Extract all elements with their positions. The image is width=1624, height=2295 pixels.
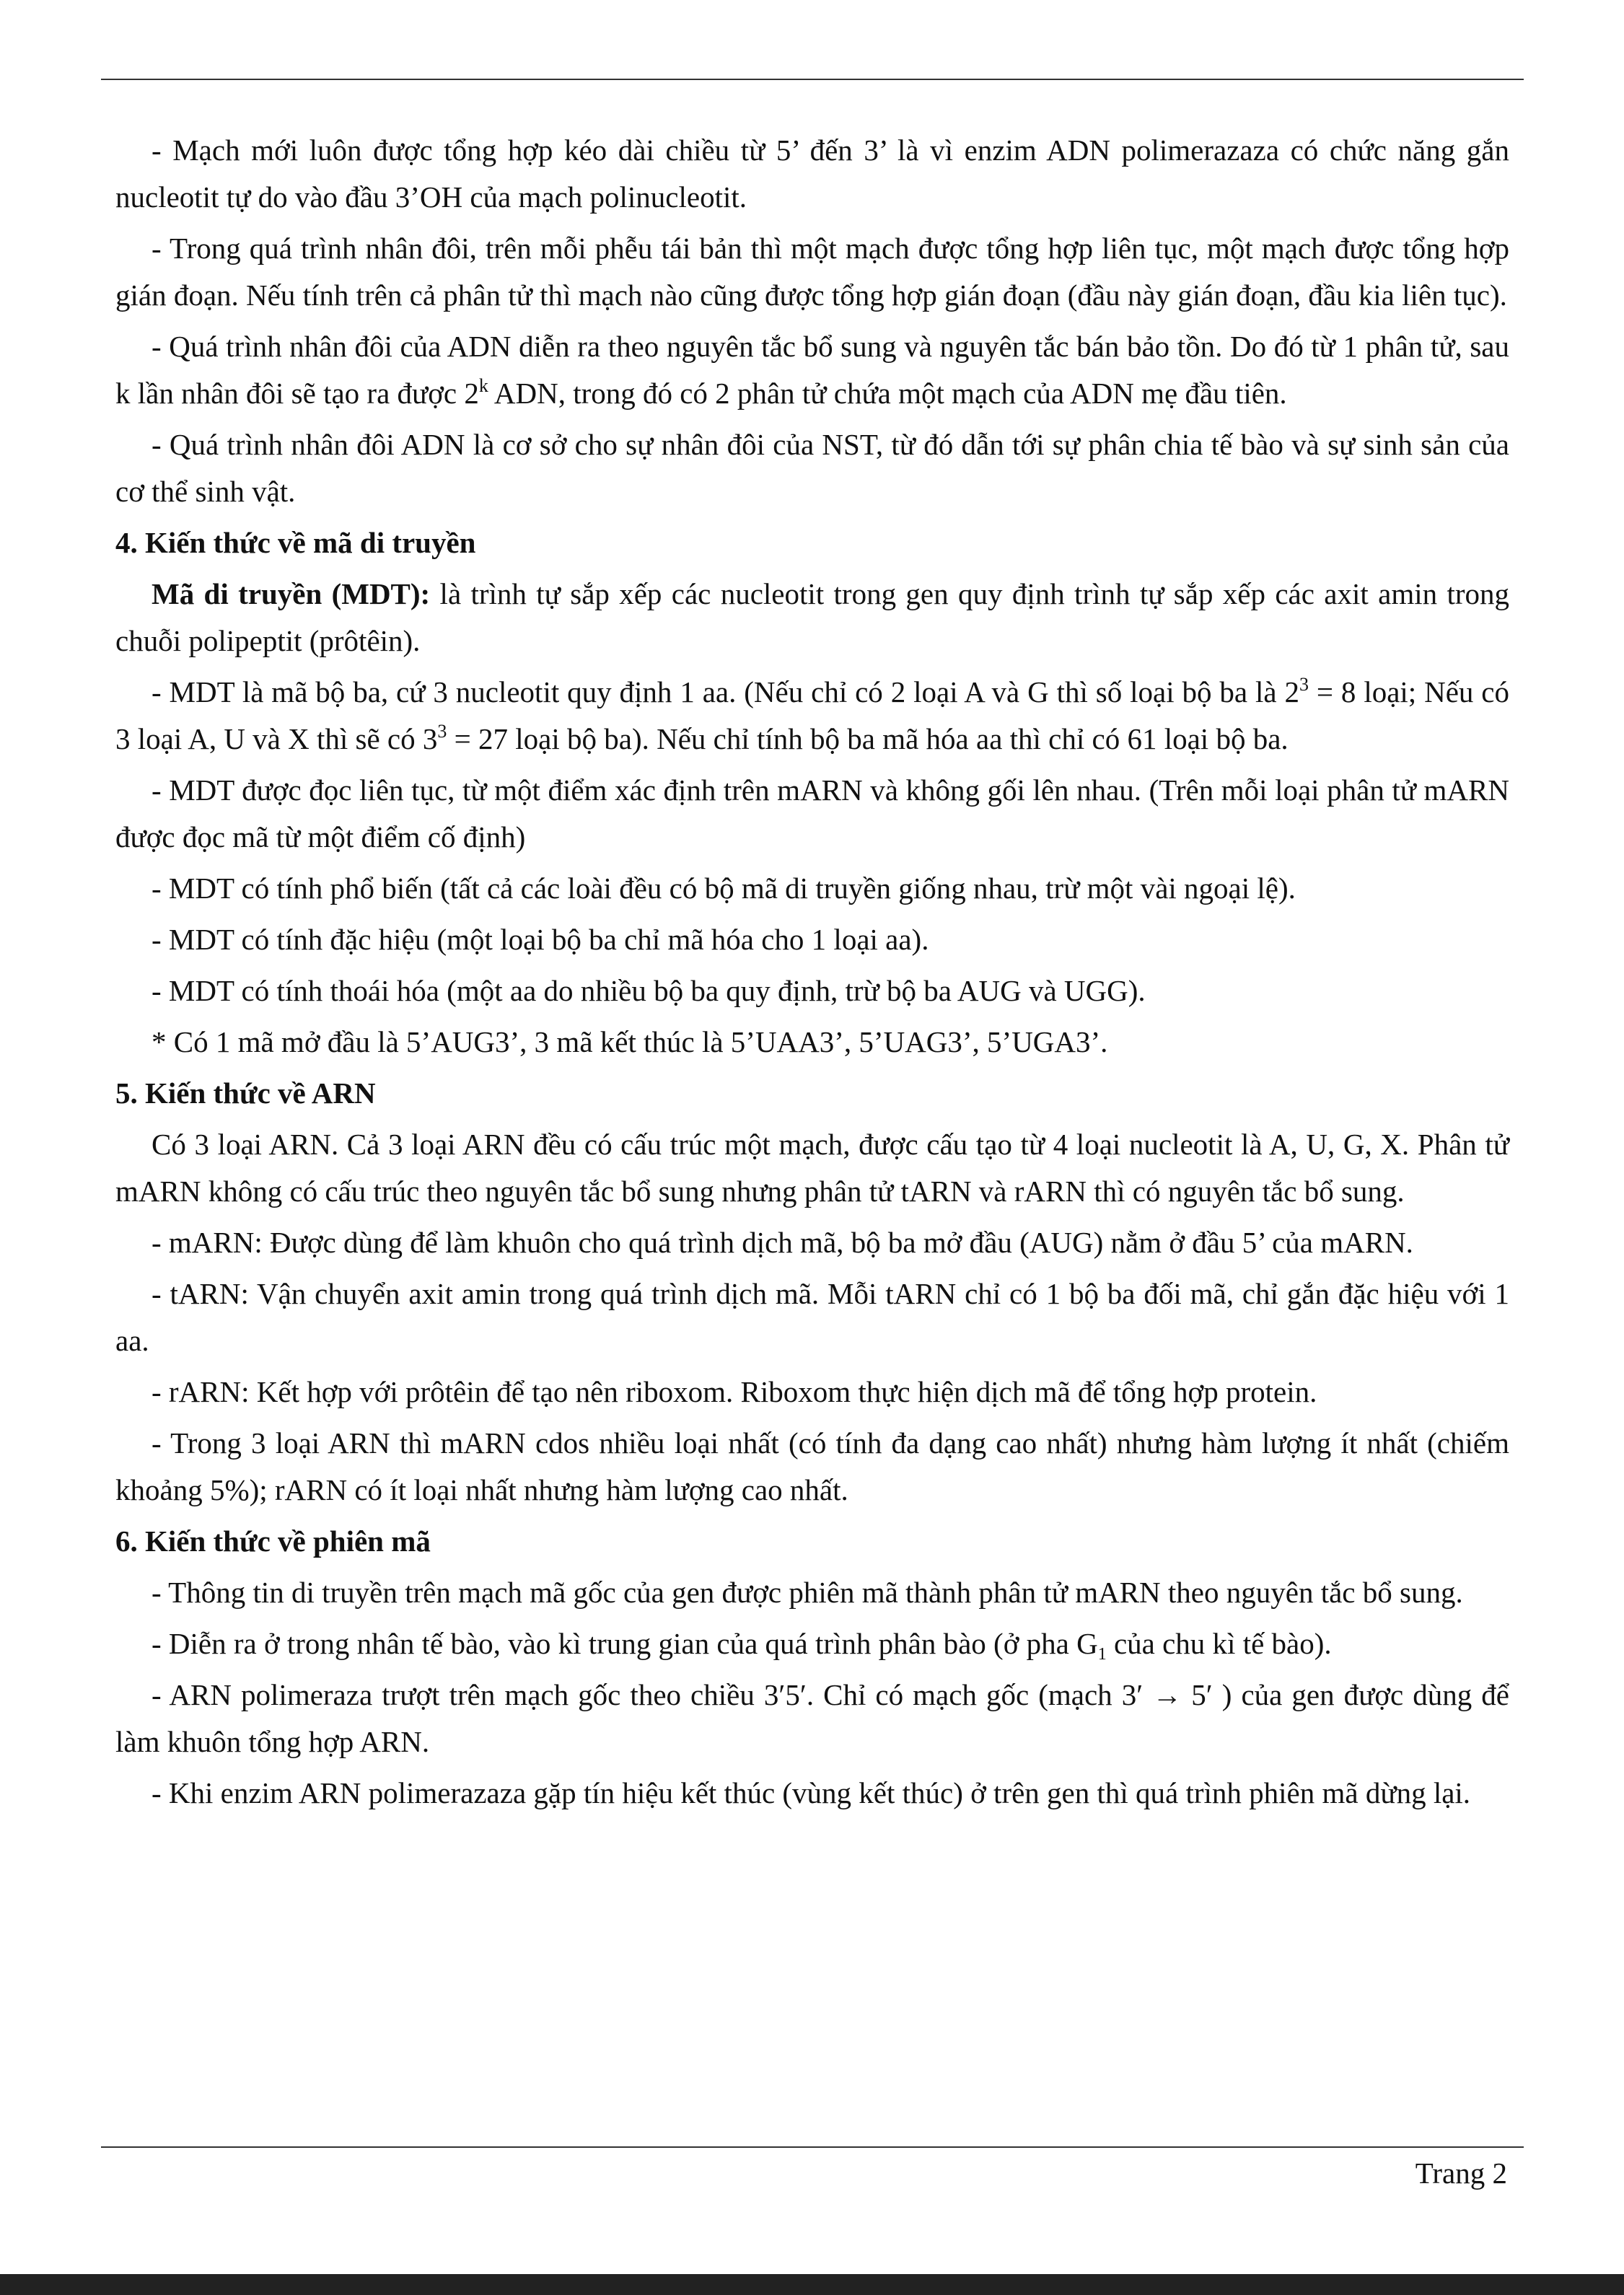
formula-result: = 27 xyxy=(447,722,509,755)
paragraph xyxy=(115,1672,1509,1765)
formula xyxy=(1076,1627,1107,1664)
paragraph: - mARN: Được dùng để làm khuôn cho quá trình dịch mã, bộ ba mở đầu (AUG) nằm ở đầu 5’ của mARN. xyxy=(152,1226,1413,1259)
bottom-band xyxy=(0,2274,1624,2295)
paragraph: - Quá trình nhân đôi ADN là cơ sở cho sự nhân đôi của NST, từ đó dẫn tới sự phân chia tế bào và sự sinh sản của cơ thể sinh vật. xyxy=(115,428,1509,508)
section-heading: 5. Kiến thức về ARN xyxy=(115,1076,376,1110)
paragraph xyxy=(115,323,1509,417)
text: - ARN polimeraza trượt trên mạch gốc theo chiều xyxy=(152,1678,764,1711)
formula-base: 2 xyxy=(1284,675,1299,708)
formula-exponent: 3 xyxy=(1299,674,1309,695)
formula xyxy=(1284,675,1356,708)
text: là trình tự sắp xếp các nucleotit trong gen quy định trình tự sắp xếp các axit amin trong chuỗi polipeptit (prôtêin). xyxy=(115,577,1509,657)
text: - Quá trình nhân đôi của ADN diễn ra theo nguyên tắc bổ sung và nguyên tắc bán bảo tồn. Do đó từ 1 phân tử, sau k lần nhân đôi sẽ tạo ra được 2 xyxy=(115,330,1509,410)
paragraph: - Trong quá trình nhân đôi, trên mỗi phễu tái bản thì một mạch được tổng hợp liên tục, một mạch được tổng hợp gián đoạn. Nếu tính trên cả phân tử thì mạch nào cũng được tổng hợp gián đoạn (đầu này gián đoạn, đầu kia liên tục). xyxy=(115,232,1509,312)
text: của chu kì tế bào). xyxy=(1106,1627,1332,1660)
paragraph: Có 3 loại ARN. Cả 3 loại ARN đều có cấu trúc một mạch, được cấu tạo từ 4 loại nucleotit là A, U, G, X. Phân tử mARN không có cấu trúc theo nguyên tắc bổ sung nhưng phân tử tARN và rARN thì có nguyên tắc bổ sung. xyxy=(115,1128,1509,1208)
paragraph: - MDT có tính đặc hiệu (một loại bộ ba chỉ mã hóa cho 1 loại aa). xyxy=(152,923,929,956)
superscript: k xyxy=(478,375,488,396)
paragraph: * Có 1 mã mở đầu là 5’AUG3’, 3 mã kết thúc là 5’UAA3’, 5’UAG3’, 5’UGA3’. xyxy=(152,1025,1108,1058)
page-number: Trang 2 xyxy=(1415,2156,1507,2190)
section-heading: 6. Kiến thức về phiên mã xyxy=(115,1524,431,1558)
paragraph: - MDT có tính thoái hóa (một aa do nhiều bộ ba quy định, trừ bộ ba AUG và UGG). xyxy=(152,974,1146,1007)
paragraph: - Thông tin di truyền trên mạch mã gốc của gen được phiên mã thành phân tử mARN theo nguyên tắc bổ sung. xyxy=(152,1576,1463,1609)
paragraph xyxy=(115,1620,1509,1667)
paragraph: - Mạch mới luôn được tổng hợp kéo dài chiều từ 5’ đến 3’ là vì enzim ADN polimerazaza có chức năng gắn nucleotit tự do vào đầu 3’OH của mạch polinucleotit. xyxy=(115,133,1509,214)
text: . Chỉ có mạch gốc (mạch xyxy=(806,1678,1122,1711)
paragraph: - MDT được đọc liên tục, từ một điểm xác định trên mARN và không gối lên nhau. (Trên mỗi loại phân tử mARN được đọc mã từ một điểm cố định) xyxy=(115,773,1509,854)
formula: 3′ → 5′ xyxy=(1121,1678,1213,1711)
formula: 3′5′ xyxy=(763,1678,807,1711)
formula-exponent: 3 xyxy=(437,721,447,742)
definition-term: Mã di truyền (MDT): xyxy=(152,577,431,610)
page-content xyxy=(115,127,1509,1821)
text: ) của gen được dùng để làm khuôn tổng hợp ARN. xyxy=(115,1678,1510,1758)
formula-subscript: 1 xyxy=(1097,1645,1107,1664)
text: ADN, trong đó có 2 phân tử chứa một mạch của ADN mẹ đầu tiên. xyxy=(488,377,1287,410)
text: loại bộ ba). Nếu chỉ tính bộ ba mã hóa aa thì chỉ có 61 loại bộ ba. xyxy=(508,722,1289,755)
formula-base: 3 xyxy=(422,722,438,755)
header-rule xyxy=(101,79,1524,80)
section-heading: 4. Kiến thức về mã di truyền xyxy=(115,526,476,559)
footer-rule xyxy=(101,2146,1524,2148)
formula-result: = 8 xyxy=(1308,675,1356,708)
paragraph: - Trong 3 loại ARN thì mARN cdos nhiều loại nhất (có tính đa dạng cao nhất) nhưng hàm lượng ít nhất (chiếm khoảng 5%); rARN có ít loại nhất nhưng hàm lượng cao nhất. xyxy=(115,1426,1509,1506)
formula xyxy=(423,722,508,755)
text: - Diễn ra ở trong nhân tế bào, vào kì trung gian của quá trình phân bào (ở pha xyxy=(152,1627,1077,1660)
formula-base: G xyxy=(1076,1627,1098,1660)
paragraph: - Khi enzim ARN polimerazaza gặp tín hiệu kết thúc (vùng kết thúc) ở trên gen thì quá trình phiên mã dừng lại. xyxy=(152,1776,1471,1809)
paragraph: - tARN: Vận chuyển axit amin trong quá trình dịch mã. Mỗi tARN chỉ có 1 bộ ba đối mã, chỉ gắn đặc hiệu với 1 aa. xyxy=(115,1277,1509,1357)
paragraph xyxy=(115,669,1509,763)
paragraph: - rARN: Kết hợp với prôtêin để tạo nên riboxom. Riboxom thực hiện dịch mã để tổng hợp protein. xyxy=(152,1375,1317,1408)
text: - MDT là mã bộ ba, cứ 3 nucleotit quy định 1 aa. (Nếu chỉ có 2 loại A và G thì số loại bộ ba là xyxy=(152,675,1285,708)
paragraph: - MDT có tính phổ biến (tất cả các loài đều có bộ mã di truyền giống nhau, trừ một vài ngoại lệ). xyxy=(152,872,1296,905)
text: loại; Nếu có 3 loại A, U và X thì sẽ có xyxy=(115,675,1509,755)
definition-paragraph xyxy=(115,571,1509,664)
